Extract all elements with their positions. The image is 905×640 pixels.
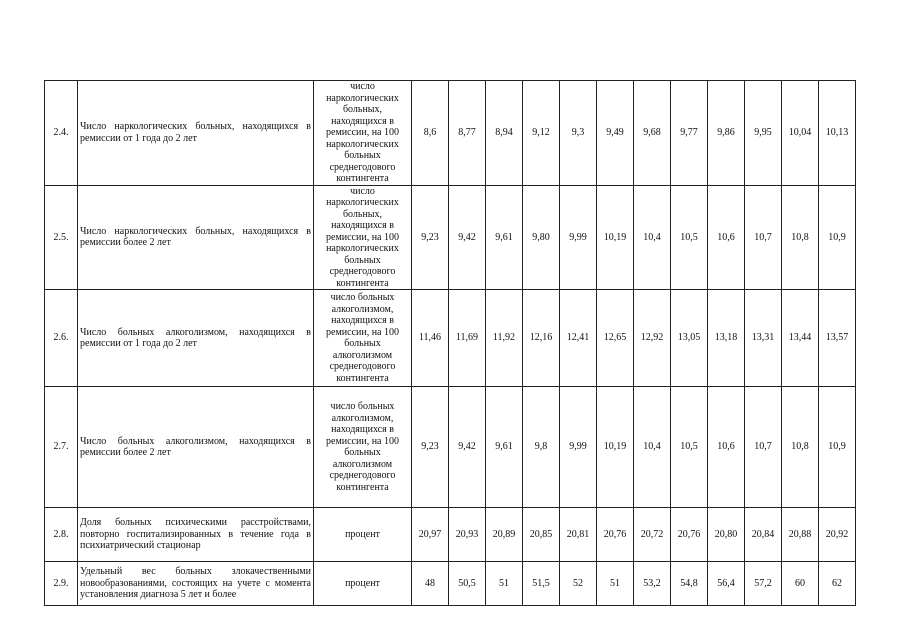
value-cell: 9,86 (708, 81, 745, 186)
value-cell: 51 (597, 562, 634, 606)
row-number: 2.6. (45, 290, 78, 387)
value-cell: 10,04 (782, 81, 819, 186)
value-cell: 9,68 (634, 81, 671, 186)
value-cell: 20,80 (708, 508, 745, 562)
unit-of-measure: число наркологических больных, находящихся в ремиссии, на 100 наркологических больных среднегодового контингента (314, 81, 412, 186)
value-cell: 9,23 (412, 185, 449, 290)
value-cell: 20,76 (597, 508, 634, 562)
table-row (45, 290, 856, 387)
value-cell: 10,13 (819, 81, 856, 186)
row-number: 2.5. (45, 185, 78, 290)
value-cell: 53,2 (634, 562, 671, 606)
value-cell: 9,99 (560, 185, 597, 290)
value-cell: 20,93 (449, 508, 486, 562)
value-cell: 9,42 (449, 185, 486, 290)
value-cell: 20,97 (412, 508, 449, 562)
value-cell: 10,5 (671, 387, 708, 508)
value-cell: 10,7 (745, 387, 782, 508)
value-cell: 62 (819, 562, 856, 606)
indicator-name: Число наркологических больных, находящихся в ремиссии от 1 года до 2 лет (78, 81, 314, 186)
value-cell: 9,12 (523, 81, 560, 186)
value-cell: 9,23 (412, 387, 449, 508)
value-cell: 51,5 (523, 562, 560, 606)
value-cell: 10,19 (597, 387, 634, 508)
value-cell: 9,99 (560, 387, 597, 508)
value-cell: 8,77 (449, 81, 486, 186)
value-cell: 9,8 (523, 387, 560, 508)
row-number: 2.4. (45, 81, 78, 186)
value-cell: 13,57 (819, 290, 856, 387)
value-cell: 12,41 (560, 290, 597, 387)
value-cell: 20,88 (782, 508, 819, 562)
value-cell: 60 (782, 562, 819, 606)
table-row (45, 81, 856, 186)
indicator-name: Число наркологических больных, находящихся в ремиссии более 2 лет (78, 185, 314, 290)
value-cell: 50,5 (449, 562, 486, 606)
value-cell: 9,77 (671, 81, 708, 186)
value-cell: 51 (486, 562, 523, 606)
unit-of-measure: число больных алкоголизмом, находящихся в ремиссии, на 100 больных алкоголизмом среднегодового контингента (314, 290, 412, 387)
value-cell: 8,6 (412, 81, 449, 186)
value-cell: 20,89 (486, 508, 523, 562)
value-cell: 12,92 (634, 290, 671, 387)
value-cell: 20,76 (671, 508, 708, 562)
value-cell: 11,46 (412, 290, 449, 387)
value-cell: 9,80 (523, 185, 560, 290)
row-number: 2.9. (45, 562, 78, 606)
value-cell: 13,44 (782, 290, 819, 387)
value-cell: 9,61 (486, 387, 523, 508)
value-cell: 10,6 (708, 185, 745, 290)
value-cell: 10,8 (782, 185, 819, 290)
row-number: 2.8. (45, 508, 78, 562)
indicator-name: Доля больных психическими расстройствами, повторно госпитализированных в течение года в психиатрический стационар (78, 508, 314, 562)
value-cell: 57,2 (745, 562, 782, 606)
value-cell: 54,8 (671, 562, 708, 606)
value-cell: 20,85 (523, 508, 560, 562)
value-cell: 9,49 (597, 81, 634, 186)
value-cell: 20,92 (819, 508, 856, 562)
value-cell: 9,3 (560, 81, 597, 186)
unit-of-measure: число наркологических больных, находящихся в ремиссии, на 100 наркологических больных среднегодового контингента (314, 185, 412, 290)
table-row (45, 508, 856, 562)
table-row (45, 387, 856, 508)
value-cell: 11,69 (449, 290, 486, 387)
value-cell: 12,65 (597, 290, 634, 387)
value-cell: 10,19 (597, 185, 634, 290)
value-cell: 11,92 (486, 290, 523, 387)
value-cell: 10,9 (819, 185, 856, 290)
value-cell: 10,9 (819, 387, 856, 508)
value-cell: 52 (560, 562, 597, 606)
value-cell: 56,4 (708, 562, 745, 606)
indicator-name: Число больных алкоголизмом, находящихся в ремиссии более 2 лет (78, 387, 314, 508)
unit-of-measure: процент (314, 562, 412, 606)
value-cell: 48 (412, 562, 449, 606)
table-row (45, 185, 856, 290)
table-row (45, 562, 856, 606)
value-cell: 20,84 (745, 508, 782, 562)
value-cell: 12,16 (523, 290, 560, 387)
value-cell: 8,94 (486, 81, 523, 186)
value-cell: 20,72 (634, 508, 671, 562)
indicators-table (44, 80, 856, 606)
row-number: 2.7. (45, 387, 78, 508)
value-cell: 10,4 (634, 185, 671, 290)
unit-of-measure: число больных алкоголизмом, находящихся в ремиссии, на 100 больных алкоголизмом среднегодового контингента (314, 387, 412, 508)
value-cell: 20,81 (560, 508, 597, 562)
indicator-name: Удельный вес больных злокачественными новообразованиями, состоящих на учете с момента установления диагноза 5 лет и более (78, 562, 314, 606)
value-cell: 10,7 (745, 185, 782, 290)
value-cell: 10,8 (782, 387, 819, 508)
value-cell: 13,05 (671, 290, 708, 387)
value-cell: 10,5 (671, 185, 708, 290)
value-cell: 13,31 (745, 290, 782, 387)
value-cell: 10,6 (708, 387, 745, 508)
value-cell: 9,95 (745, 81, 782, 186)
value-cell: 9,42 (449, 387, 486, 508)
unit-of-measure: процент (314, 508, 412, 562)
value-cell: 13,18 (708, 290, 745, 387)
value-cell: 9,61 (486, 185, 523, 290)
value-cell: 10,4 (634, 387, 671, 508)
indicator-name: Число больных алкоголизмом, находящихся в ремиссии от 1 года до 2 лет (78, 290, 314, 387)
